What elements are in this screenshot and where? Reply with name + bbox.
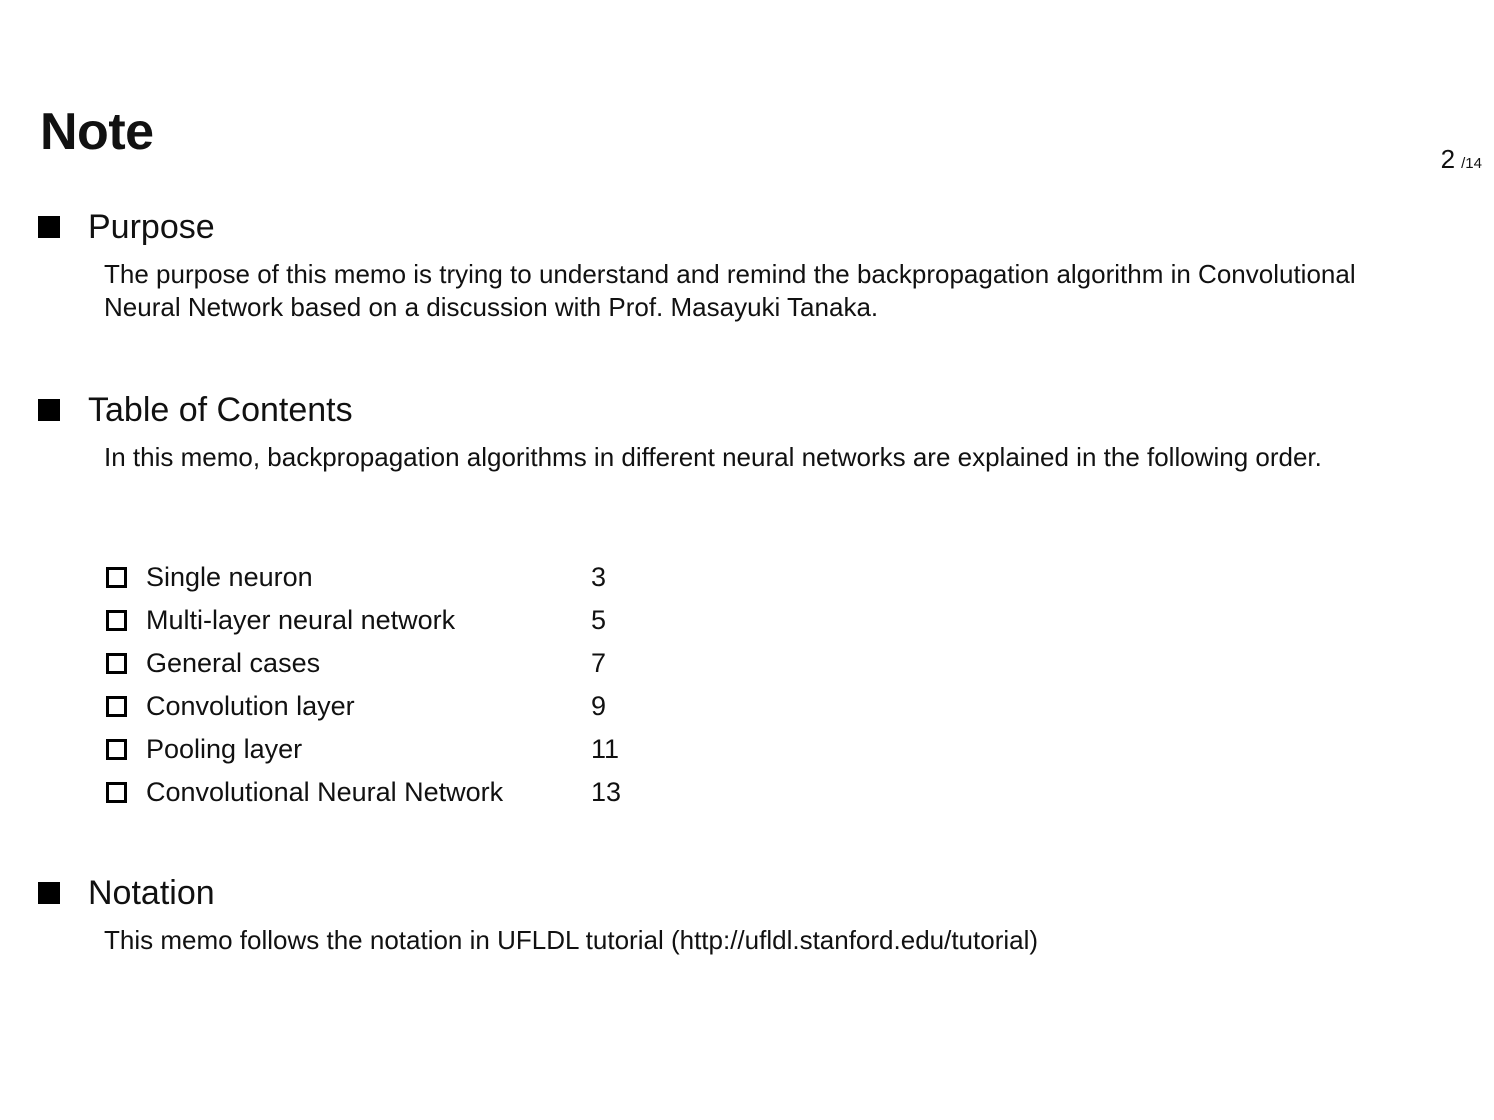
section-heading-row [38, 872, 1404, 914]
checkbox-icon [106, 696, 127, 717]
page-current: 2 [1440, 144, 1456, 174]
section-heading-row [38, 206, 1404, 248]
toc-item-page: 5 [591, 605, 607, 635]
toc-item [106, 771, 651, 814]
toc-item-page: 13 [591, 777, 622, 807]
toc-item-label: General cases [146, 648, 321, 678]
checkbox-icon [106, 653, 127, 674]
toc-item-page: 9 [591, 691, 607, 721]
section-notation [38, 872, 1404, 957]
toc-item [106, 685, 651, 728]
page-total: /14 [1461, 155, 1482, 172]
section-body: This memo follows the notation in UFLDL tutorial (http://ufldl.stanford.edu/tutorial) [104, 925, 1039, 955]
checkbox-icon [106, 782, 127, 803]
section-heading: Purpose [88, 208, 215, 246]
section-heading: Table of Contents [88, 391, 353, 429]
page-number [1441, 146, 1482, 172]
square-bullet-icon [38, 216, 60, 238]
section-body: In this memo, backpropagation algorithms in different neural networks are explained in the following order. [104, 442, 1322, 472]
toc-item-label: Convolution layer [146, 691, 355, 721]
section-table-of-contents [38, 389, 1404, 474]
toc-item-page: 3 [591, 562, 607, 592]
square-bullet-icon [38, 399, 60, 421]
toc-item [106, 642, 651, 685]
toc-item [106, 556, 651, 599]
toc-item-page: 11 [591, 734, 620, 764]
toc-item-label: Pooling layer [146, 734, 303, 764]
checkbox-icon [106, 739, 127, 760]
section-heading: Notation [88, 874, 215, 912]
toc-list [106, 556, 651, 814]
toc-item [106, 599, 651, 642]
toc-item [106, 728, 651, 771]
toc-item-page: 7 [591, 648, 607, 678]
checkbox-icon [106, 567, 127, 588]
toc-item-label: Single neuron [146, 562, 313, 592]
page-title: Note [40, 103, 154, 161]
toc-item-label: Multi-layer neural network [146, 605, 456, 635]
square-bullet-icon [38, 882, 60, 904]
checkbox-icon [106, 610, 127, 631]
section-body: The purpose of this memo is trying to understand and remind the backpropagation algorithm in Convolutional Neural Network based on a discussion with Prof. Masayuki Tanaka. [104, 259, 1356, 322]
section-heading-row [38, 389, 1404, 431]
section-purpose [38, 206, 1404, 324]
toc-item-label: Convolutional Neural Network [146, 777, 504, 807]
